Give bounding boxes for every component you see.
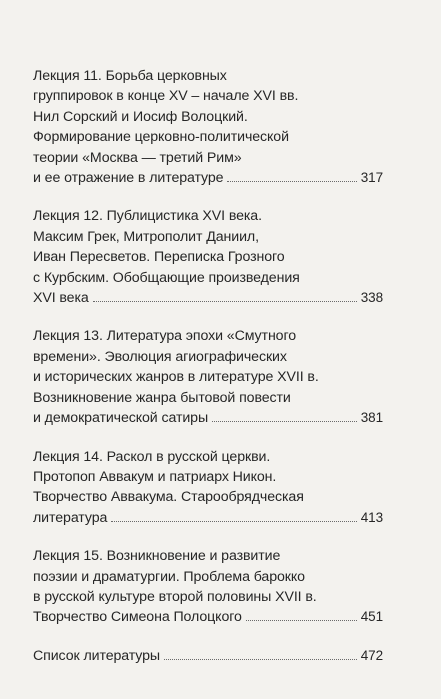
toc-entry-text: Творчество Аввакума. Старообрядческая (33, 489, 304, 506)
toc-entry (33, 646, 383, 666)
toc-entry-text: Возникновение жанра бытовой повести (33, 389, 291, 406)
toc-entry-last-line (33, 508, 383, 528)
toc-entry-line (33, 66, 383, 86)
toc-entry-last-line (33, 408, 383, 428)
toc-entry (33, 206, 383, 308)
toc-entry-text: Иван Пересветов. Переписка Грозного (33, 249, 285, 266)
toc-entry-line (33, 247, 383, 267)
table-of-contents (33, 66, 383, 666)
toc-entry-text: Максим Грек, Митрополит Даниил, (33, 228, 259, 245)
toc-entry (33, 546, 383, 628)
toc-entry-line (33, 587, 383, 607)
toc-page-number: 381 (360, 410, 383, 426)
toc-entry-line (33, 487, 383, 507)
toc-entry (33, 326, 383, 428)
toc-entry-last-line (33, 168, 383, 188)
dot-leader (111, 521, 356, 522)
toc-entry-line (33, 326, 383, 346)
toc-entry-line (33, 367, 383, 387)
toc-entry-line (33, 107, 383, 127)
toc-entry-text: и ее отражение в литературе (33, 170, 224, 187)
toc-entry-text: и исторических жанров в литературе XVII в. (33, 369, 319, 386)
toc-entry-text: в русской культуре второй половины XVII в. (33, 588, 317, 605)
toc-entry-text: Лекция 14. Раскол в русской церкви. (33, 448, 271, 465)
toc-entry-line (33, 127, 383, 147)
toc-entry-text: и демократической сатиры (33, 410, 209, 427)
toc-entry-text: Протопоп Аввакум и патриарх Никон. (33, 468, 277, 485)
toc-page-number: 472 (360, 647, 383, 663)
toc-entry (33, 447, 383, 529)
toc-entry-line (33, 86, 383, 106)
dot-leader (164, 659, 357, 660)
toc-entry-line (33, 467, 383, 487)
toc-entry-line (33, 268, 383, 288)
toc-page-number: 413 (360, 509, 383, 525)
toc-page-number: 317 (360, 170, 383, 186)
toc-entry-text: Нил Сорский и Иосиф Волоцкий. (33, 108, 248, 125)
toc-entry-line (33, 206, 383, 226)
toc-entry-line (33, 546, 383, 566)
toc-entry (33, 66, 383, 188)
dot-leader (246, 620, 357, 621)
toc-entry-text: XVI века (33, 290, 89, 307)
dot-leader (93, 301, 357, 302)
toc-entry-text: Лекция 11. Борьба церковных (33, 68, 227, 84)
toc-entry-line (33, 388, 383, 408)
toc-entry-text: поэзии и драматургии. Проблема барокко (33, 568, 305, 585)
toc-entry-last-line (33, 288, 383, 308)
toc-page-number: 451 (360, 609, 383, 625)
dot-leader (212, 421, 357, 422)
toc-entry-line (33, 447, 383, 467)
toc-entry-text: Лекция 15. Возникновение и развитие (33, 548, 281, 565)
toc-entry-text: времени». Эволюция агиографических (33, 348, 287, 365)
toc-entry-line (33, 347, 383, 367)
toc-entry-text: Формирование церковно-политической (33, 129, 289, 146)
toc-entry-text: Лекция 13. Литература эпохи «Смутного (33, 328, 297, 345)
toc-entry-text: литература (33, 509, 108, 526)
toc-entry-line (33, 567, 383, 587)
toc-entry-text: с Курбским. Обобщающие произведения (33, 269, 300, 286)
toc-entry-text: Творчество Симеона Полоцкого (33, 609, 242, 626)
toc-entry-line (33, 227, 383, 247)
toc-entry-last-line (33, 607, 383, 627)
toc-entry-text: группировок в конце XV – начале XVI вв. (33, 88, 299, 105)
toc-entry-text: теории «Москва — третий Рим» (33, 149, 242, 166)
toc-entry-text: Список литературы (33, 647, 161, 664)
toc-entry-line (33, 148, 383, 168)
dot-leader (227, 181, 356, 182)
toc-entry-last-line (33, 646, 383, 666)
toc-page-number: 338 (360, 290, 383, 306)
toc-entry-text: Лекция 12. Публицистика XVI века. (33, 208, 262, 225)
